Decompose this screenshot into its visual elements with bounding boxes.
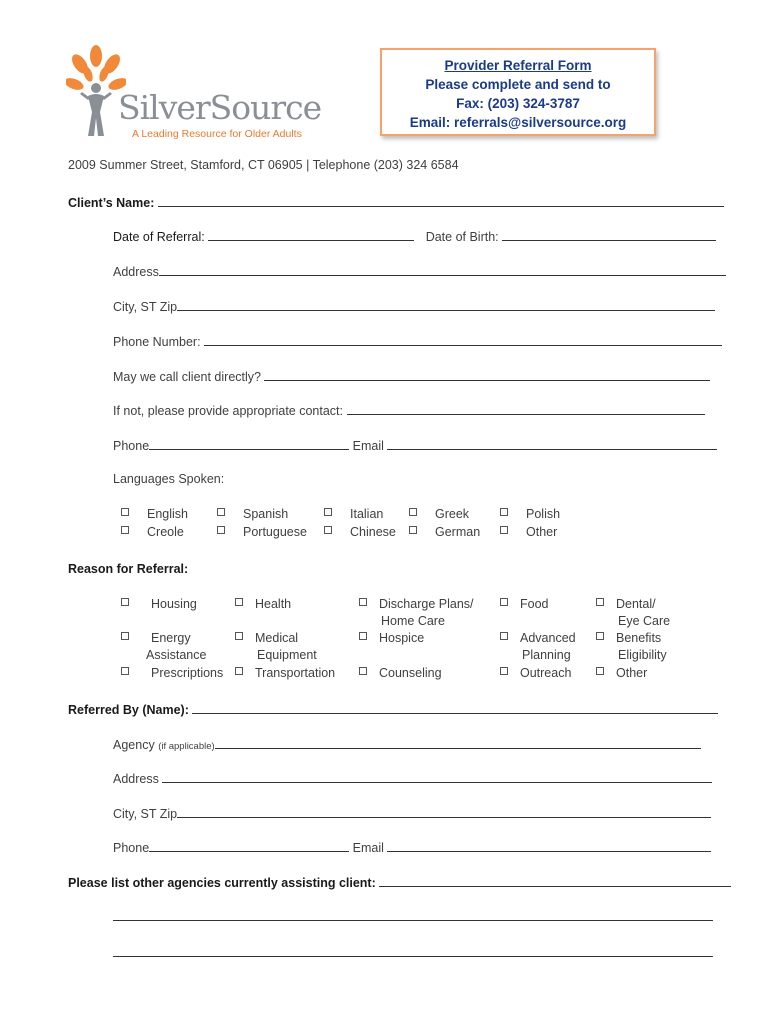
client-name-field[interactable] <box>158 194 724 207</box>
reason-health[interactable]: Health <box>235 596 291 613</box>
reason-food[interactable]: Food <box>500 596 549 613</box>
client-email-field[interactable] <box>387 437 717 450</box>
client-name-row <box>68 194 724 210</box>
language-spanish[interactable]: Spanish <box>217 506 288 523</box>
language-german[interactable]: German <box>409 524 480 541</box>
language-creole[interactable]: Creole <box>121 524 184 541</box>
client-email-label: Email <box>352 439 384 453</box>
language-portuguese[interactable]: Portuguese <box>217 524 307 541</box>
languages-label: Languages Spoken: <box>113 472 225 486</box>
referrer-phone-email-row <box>113 839 711 855</box>
date-referral-label: Date of Referral: <box>113 230 205 244</box>
referred-by-row <box>68 701 718 717</box>
brand-name: SilverSource <box>118 88 322 127</box>
client-phone-label: Phone <box>113 439 150 453</box>
client-phone-number-row <box>113 333 722 349</box>
dob-field[interactable] <box>502 228 716 241</box>
checkbox[interactable] <box>409 508 417 516</box>
client-name-label: Client’s Name: <box>68 196 155 210</box>
dob-label: Date of Birth: <box>425 230 499 244</box>
client-address-row <box>113 263 726 279</box>
reason-discharge[interactable]: Discharge Plans/ Home Care <box>359 596 474 630</box>
logo <box>66 44 322 144</box>
client-city-label: City, ST Zip <box>113 300 178 314</box>
checkbox[interactable] <box>409 526 417 534</box>
client-phone-number-field[interactable] <box>204 333 722 346</box>
referred-by-label: Referred By (Name): <box>68 703 189 717</box>
checkbox[interactable] <box>121 508 129 516</box>
language-chinese[interactable]: Chinese <box>324 524 396 541</box>
call-directly-label: May we call client directly? <box>113 370 261 384</box>
reason-dental[interactable]: Dental/ Eye Care <box>596 596 670 630</box>
reason-prescriptions[interactable]: Prescriptions <box>121 665 223 682</box>
tree-people-icon <box>66 44 126 142</box>
checkbox[interactable] <box>500 508 508 516</box>
reason-counseling[interactable]: Counseling <box>359 665 442 682</box>
agency-label: Agency <box>113 738 155 752</box>
reason-housing[interactable]: Housing <box>121 596 197 613</box>
contact-field[interactable] <box>347 402 705 415</box>
language-english[interactable]: English <box>121 506 188 523</box>
checkbox[interactable] <box>217 526 225 534</box>
referrer-email-field[interactable] <box>387 839 711 852</box>
reason-energy[interactable]: Energy Assistance <box>121 630 206 664</box>
checkbox[interactable] <box>121 526 129 534</box>
referrer-city-field[interactable] <box>177 805 711 818</box>
header-instruction: Please complete and send to <box>425 77 611 92</box>
referrer-phone-field[interactable] <box>149 839 349 852</box>
form-title: Provider Referral Form <box>444 58 592 73</box>
referrer-address-label: Address <box>113 772 159 786</box>
other-agencies-row <box>68 874 731 890</box>
contact-row <box>113 402 705 418</box>
brand-tagline: A Leading Resource for Older Adults <box>132 128 302 140</box>
agency-note: (if applicable) <box>158 741 215 752</box>
language-polish[interactable]: Polish <box>500 506 560 523</box>
client-phone-field[interactable] <box>149 437 349 450</box>
other-agencies-label: Please list other agencies currently assisting client: <box>68 876 376 890</box>
referrer-phone-label: Phone <box>113 841 150 855</box>
date-row <box>113 228 716 244</box>
language-other[interactable]: Other <box>500 524 557 541</box>
reason-medical[interactable]: Medical Equipment <box>235 630 317 664</box>
checkbox[interactable] <box>217 508 225 516</box>
reason-benefits[interactable]: Benefits Eligibility <box>596 630 667 664</box>
reason-advanced[interactable]: Advanced Planning <box>500 630 576 664</box>
client-address-label: Address <box>113 265 159 279</box>
language-greek[interactable]: Greek <box>409 506 469 523</box>
referred-by-field[interactable] <box>192 701 718 714</box>
reason-transportation[interactable]: Transportation <box>235 665 335 682</box>
referrer-email-label: Email <box>352 841 384 855</box>
client-phone-number-label: Phone Number: <box>113 335 201 349</box>
reason-label: Reason for Referral: <box>68 562 189 576</box>
client-address-field[interactable] <box>159 263 726 276</box>
call-directly-field[interactable] <box>264 368 710 381</box>
checkbox[interactable] <box>324 508 332 516</box>
referrer-city-row <box>113 805 711 821</box>
agency-row <box>113 736 701 752</box>
other-agencies-line-3[interactable] <box>113 944 713 957</box>
reason-other[interactable]: Other <box>596 665 647 682</box>
client-city-row <box>113 298 715 314</box>
agency-field[interactable] <box>215 736 701 749</box>
header-box <box>380 48 656 136</box>
referrer-city-label: City, ST Zip <box>113 807 178 821</box>
organization-address: 2009 Summer Street, Stamford, CT 06905 | Telephone (203) 324 6584 <box>68 158 459 172</box>
client-city-field[interactable] <box>177 298 715 311</box>
referrer-address-field[interactable] <box>162 770 712 783</box>
reason-outreach[interactable]: Outreach <box>500 665 571 682</box>
checkbox[interactable] <box>324 526 332 534</box>
header-fax: Fax: (203) 324-3787 <box>456 96 580 111</box>
date-referral-field[interactable] <box>208 228 414 241</box>
language-italian[interactable]: Italian <box>324 506 383 523</box>
checkbox[interactable] <box>500 526 508 534</box>
call-directly-row <box>113 368 710 384</box>
contact-label: If not, please provide appropriate contact: <box>113 404 344 418</box>
header-email: Email: referrals@silversource.org <box>409 115 627 130</box>
reason-hospice[interactable]: Hospice <box>359 630 424 647</box>
referrer-address-row <box>113 770 712 786</box>
client-phone-email-row <box>113 437 717 453</box>
other-agencies-line-2[interactable] <box>113 908 713 921</box>
other-agencies-field[interactable] <box>379 874 731 887</box>
